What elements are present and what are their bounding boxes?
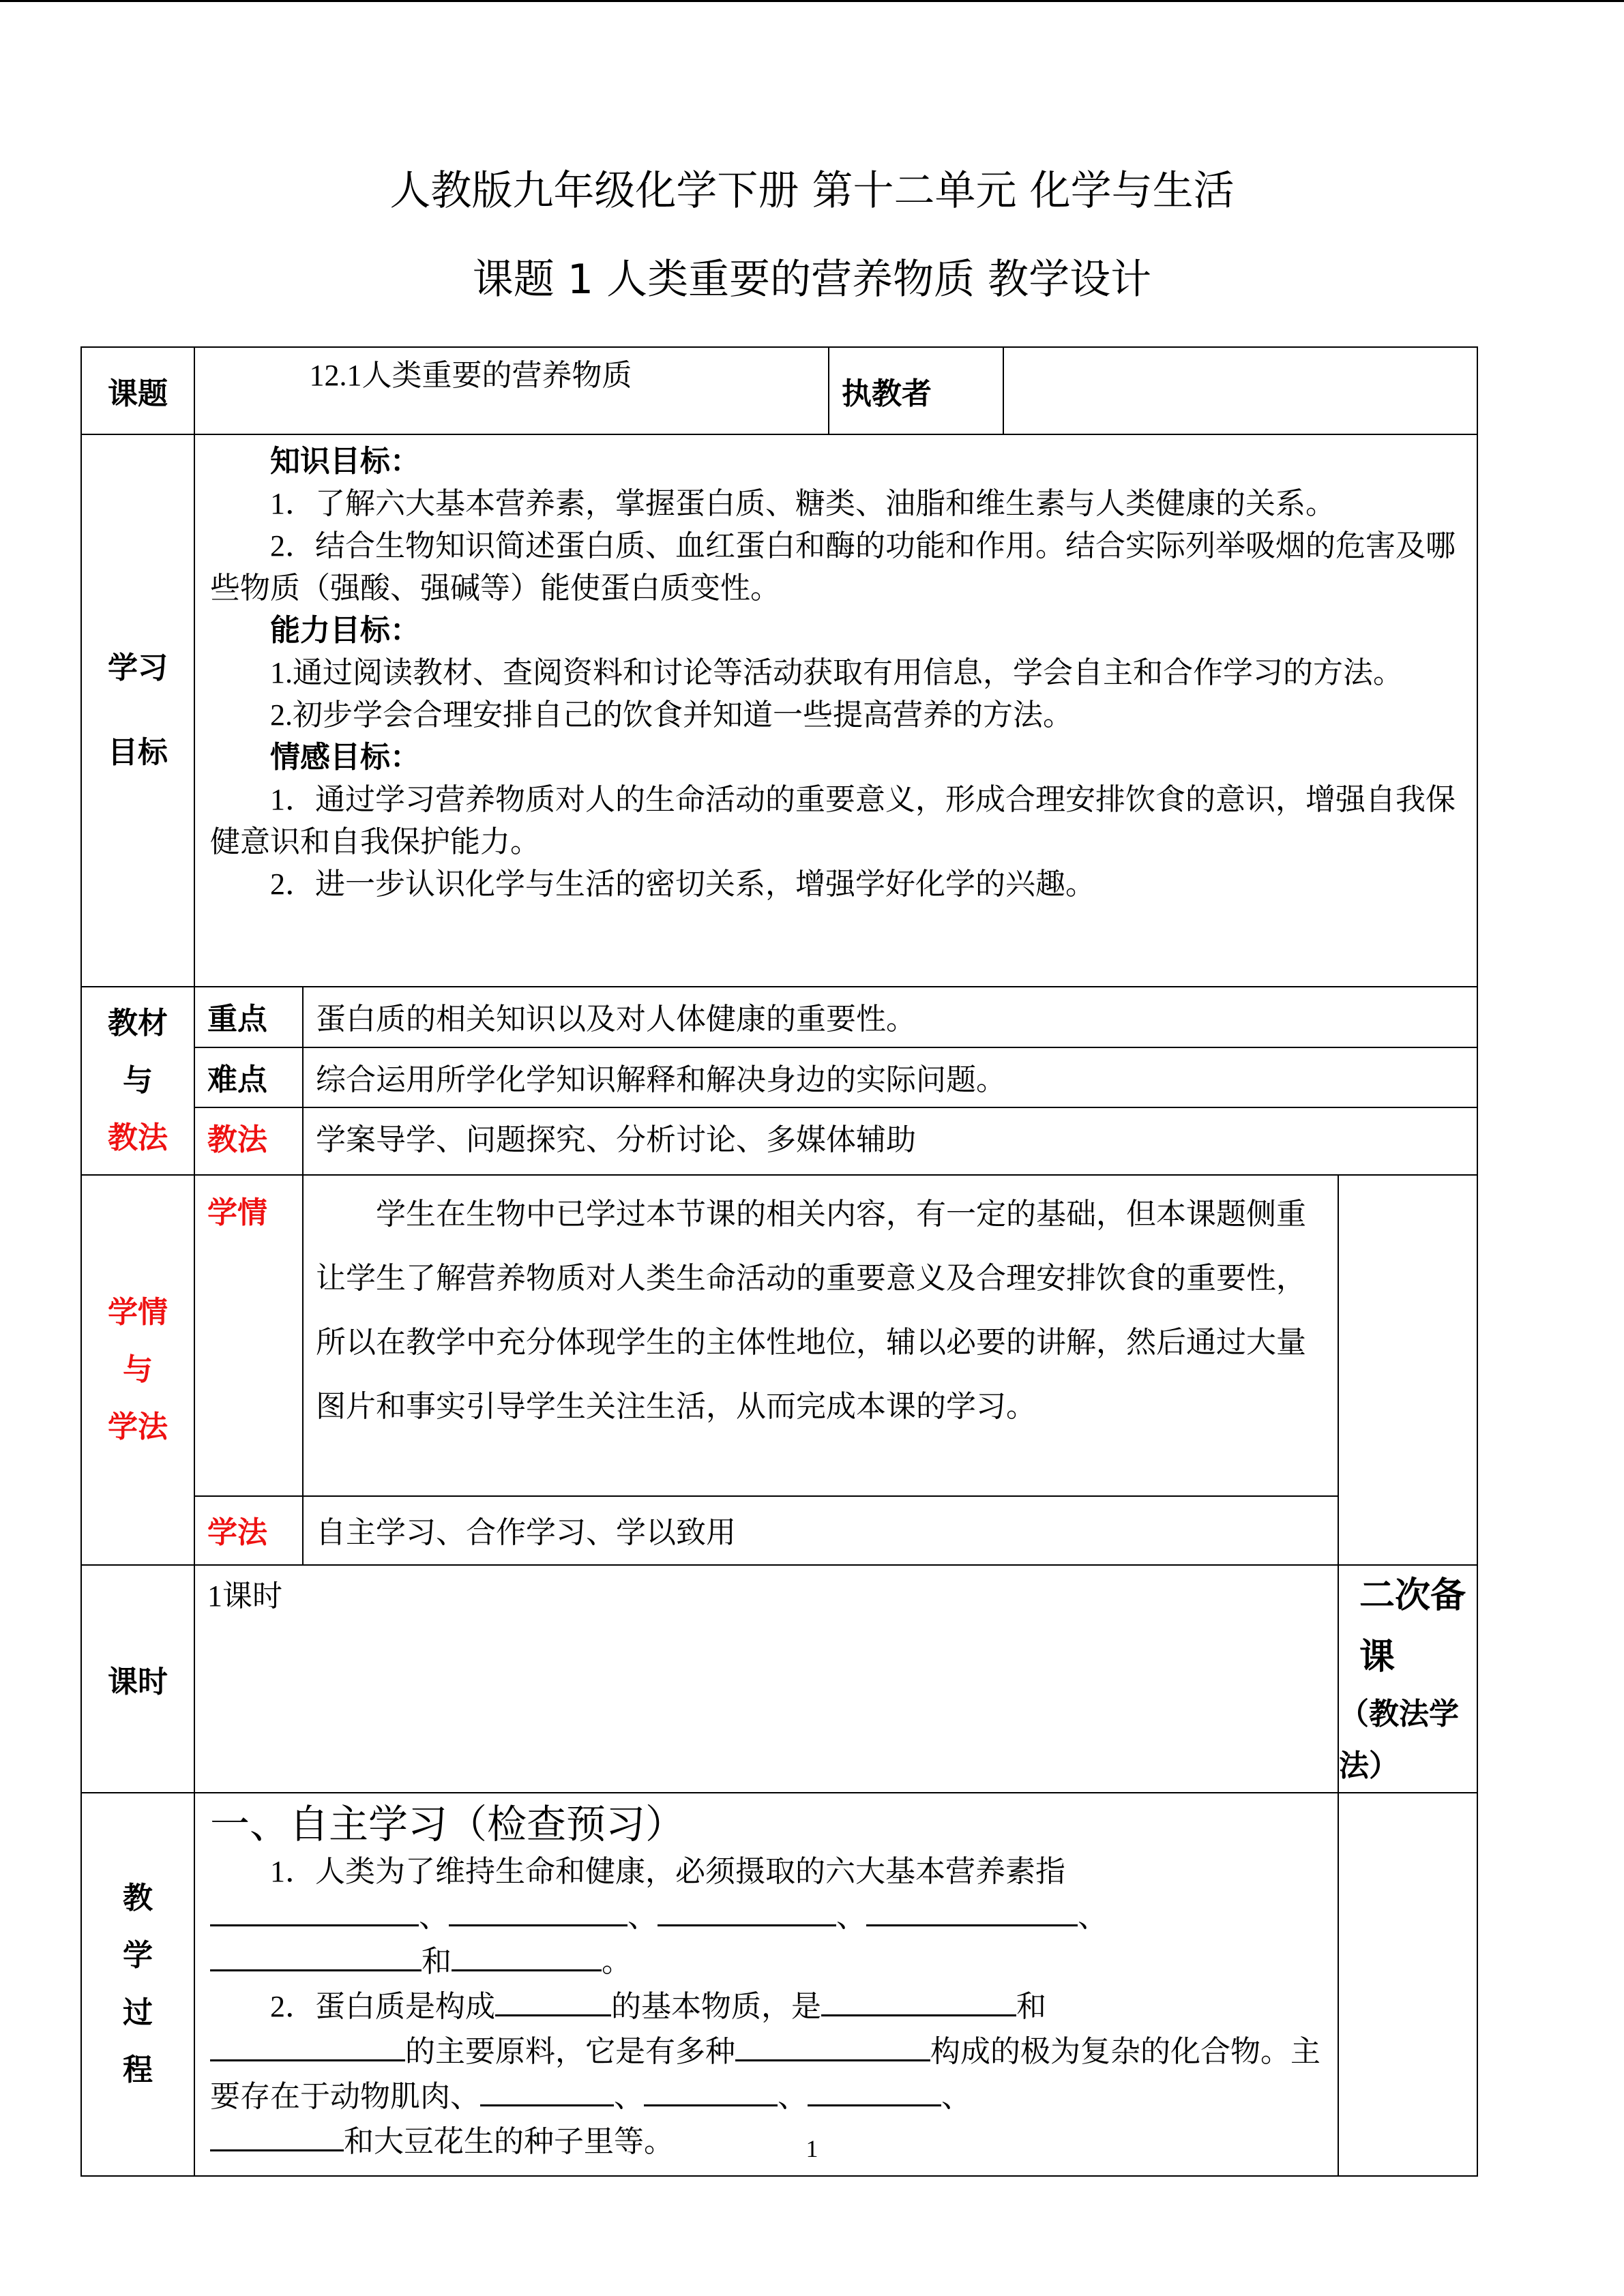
second-prep-title: 二次备课 [1359, 1577, 1466, 1677]
knowledge-item-1: 1．了解六大基本营养素，掌握蛋白质、糖类、油脂和维生素与人类健康的关系。 [270, 487, 1335, 520]
q2-text-c: 和 [1016, 1990, 1046, 2023]
situation-text-body: 学生在生物中已学过本节课的相关内容，有一定的基础，但本课题侧重让学生了解营养物质对人类生命活动的重要意义及合理安排饮食的重要性，所以在教学中充分体现学生的主体性地位，辅以必要的讲解，然后通过大量图片和事实引导学生关注生活，从而完成本课的学习。 [316, 1197, 1306, 1423]
q2-text-b: 的基本物质，是 [611, 1990, 821, 2023]
row-topic [81, 347, 1477, 434]
learning-method-label: 学法 [195, 1496, 303, 1564]
q2-text-d: 的主要原料，它是有多种 [405, 2035, 735, 2068]
process-notes-cell [1338, 1793, 1477, 2176]
learning-method-text: 自主学习、合作学习、学以致用 [303, 1496, 1338, 1564]
document-subtitle: 课题 1 人类重要的营养物质 教学设计 [472, 256, 1152, 303]
process-label [81, 1793, 194, 2176]
blank[interactable] [210, 1938, 422, 1971]
section-title: 一、自主学习（检查预习） [210, 1801, 685, 1847]
topic-value: 12.1人类重要的营养物质 [194, 347, 829, 434]
objectives-content [194, 434, 1477, 987]
q2-text-f: 和大豆花生的种子里等。 [344, 2125, 674, 2158]
sep: 、 [628, 1900, 658, 1933]
process-label-b: 学 [123, 1939, 153, 1972]
study-content [194, 1175, 1338, 1565]
question-1 [210, 1851, 1323, 1983]
row-study [81, 1175, 1477, 1565]
emotion-item-2: 2．进一步认识化学与生活的密切关系，增强学好化学的兴趣。 [270, 867, 1095, 901]
materials-label-c: 教法 [108, 1121, 168, 1154]
study-label-c: 学法 [108, 1410, 168, 1444]
blank[interactable] [821, 1983, 1016, 2016]
sep: 、 [614, 2080, 644, 2113]
study-label-b: 与 [123, 1353, 153, 1386]
emotion-item-1: 1．通过学习营养物质对人的生命活动的重要意义，形成合理安排饮食的意识，增强自我保健意识和自我保护能力。 [210, 783, 1456, 859]
blank[interactable] [658, 1893, 836, 1926]
blank[interactable] [210, 1893, 419, 1926]
process-label-a: 教 [123, 1881, 153, 1915]
second-prep-cell [1338, 1565, 1477, 1793]
materials-label-b: 与 [123, 1064, 153, 1097]
study-inner-table [195, 1176, 1338, 1564]
materials-label [81, 987, 194, 1175]
blank[interactable] [449, 1893, 628, 1926]
objectives-label-b: 目标 [108, 736, 168, 769]
process-label-c: 过 [123, 1996, 153, 2029]
blank[interactable] [495, 1983, 611, 2016]
difficulty-label: 难点 [195, 1047, 303, 1107]
q2-text-e: 构成的极为复杂的化合物。主要存在于动物肌肉、 [210, 2035, 1320, 2113]
second-prep-sub2: 法） [1339, 1749, 1399, 1783]
row-process [81, 1793, 1477, 2176]
blank[interactable] [210, 2028, 405, 2061]
blank[interactable] [866, 1893, 1078, 1926]
page-top-border [0, 0, 1624, 2]
blank[interactable] [808, 2073, 941, 2106]
and-text: 和 [422, 1945, 452, 1978]
knowledge-item-2: 2．结合生物知识简述蛋白质、血红蛋白和酶的功能和作用。结合实际列举吸烟的危害及哪些物质（强酸、强碱等）能使蛋白质变性。 [210, 529, 1456, 605]
teaching-method-text: 学案导学、问题探究、分析讨论、多媒体辅助 [303, 1107, 1477, 1174]
teaching-method-label: 教法 [195, 1107, 303, 1174]
process-label-d: 程 [123, 2053, 153, 2087]
topic-label: 课题 [81, 347, 194, 434]
knowledge-heading: 知识目标： [270, 444, 420, 479]
ability-item-1: 1.通过阅读教材、查阅资料和讨论等活动获取有用信息，学会自主和合作学习的方法。 [270, 656, 1403, 689]
document-title: 人教版九年级化学下册 第十二单元 化学与生活 [389, 167, 1235, 215]
blank[interactable] [452, 1938, 602, 1971]
row-materials [81, 987, 1477, 1175]
blank[interactable] [735, 2028, 930, 2061]
key-point-text: 蛋白质的相关知识以及对人体健康的重要性。 [303, 987, 1477, 1047]
hours-label: 课时 [81, 1565, 194, 1793]
situation-label: 学情 [195, 1176, 303, 1496]
lesson-plan-table [80, 346, 1478, 2177]
row-hours [81, 1565, 1477, 1793]
page-number: 1 [806, 2135, 818, 2162]
sep: 、 [836, 1900, 866, 1933]
materials-label-a: 教材 [108, 1007, 168, 1040]
q2-text-a: 2．蛋白质是构成 [270, 1990, 495, 2023]
key-point-label: 重点 [195, 987, 303, 1047]
sep: 、 [941, 2080, 971, 2113]
hours-value: 1课时 [194, 1565, 1338, 1793]
study-label [81, 1175, 194, 1565]
materials-content [194, 987, 1477, 1175]
row-objectives [81, 434, 1477, 987]
q1-text: 1．人类为了维持生命和健康，必须摄取的六大基本营养素指 [270, 1855, 1065, 1888]
second-prep-sub1: （教法学 [1339, 1697, 1459, 1731]
emotion-heading: 情感目标： [270, 740, 420, 775]
objectives-label [81, 434, 194, 987]
materials-inner-table [195, 987, 1477, 1174]
difficulty-text: 综合运用所学化学知识解释和解决身边的实际问题。 [303, 1047, 1477, 1107]
sep: 、 [419, 1900, 449, 1933]
teacher-label: 执教者 [829, 347, 1003, 434]
objectives-label-a: 学习 [108, 651, 168, 685]
ability-heading: 能力目标： [270, 613, 420, 648]
teacher-value [1003, 347, 1477, 434]
blank[interactable] [480, 2073, 614, 2106]
situation-text [303, 1176, 1338, 1496]
study-label-a: 学情 [108, 1296, 168, 1329]
end-text: 。 [602, 1945, 632, 1978]
study-notes-cell [1338, 1175, 1477, 1565]
sep: 、 [778, 2080, 808, 2113]
sep: 、 [1078, 1900, 1108, 1933]
ability-item-2: 2.初步学会合理安排自己的饮食并知道一些提高营养的方法。 [270, 698, 1073, 732]
blank[interactable] [644, 2073, 778, 2106]
process-content [194, 1793, 1338, 2176]
